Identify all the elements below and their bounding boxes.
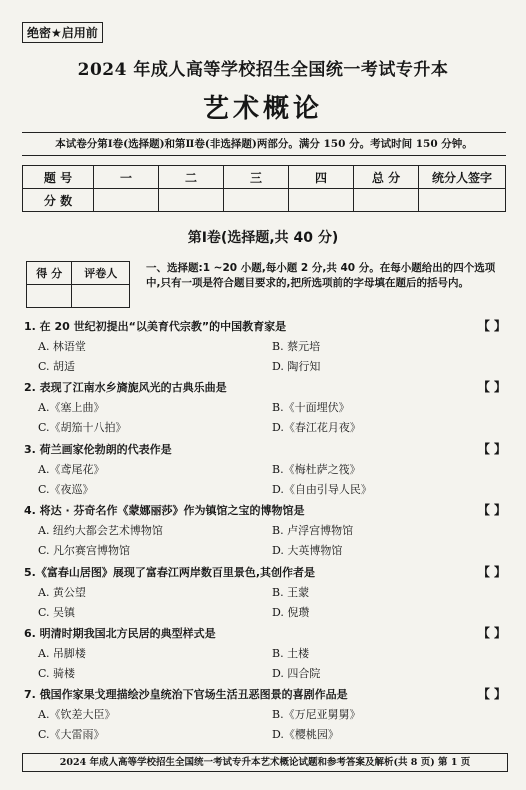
answer-bracket[interactable]: 【 】 <box>477 380 506 394</box>
option-d: D.《自由引导人民》 <box>272 483 372 496</box>
option-b: B. 卢浮宫博物馆 <box>272 524 354 537</box>
question-stem: 4. 将达 · 芬奇名作《蒙娜丽莎》作为镇馆之宝的博物馆是 <box>24 504 305 517</box>
option-d: D. 大英博物馆 <box>272 544 343 557</box>
answer-bracket[interactable]: 【 】 <box>477 626 506 640</box>
confidential-stamp: 绝密★启用前 <box>22 22 103 43</box>
section-instruction: 一、选择题:1 ~20 小题,每小题 2 分,共 40 分。在每小题给出的四个选项中,只有一项是符合题目要求的,把所选项前的字母填在题后的括号内。 <box>146 262 496 289</box>
part-title: 第Ⅰ卷(选择题,共 40 分) <box>187 230 339 246</box>
score-table-header: 一 <box>94 166 159 189</box>
score-cell[interactable] <box>159 189 224 212</box>
question-stem: 1. 在 20 世纪初提出“以美育代宗教”的中国教育家是 <box>24 320 287 333</box>
option-c: C.《胡笳十八拍》 <box>38 421 127 434</box>
grader-box <box>26 261 130 308</box>
exam-rules: 本试卷分第Ⅰ卷(选择题)和第Ⅱ卷(非选择题)两部分。满分 150 分。考试时间 150 分钟。 <box>22 132 506 156</box>
option-a: A.《钦差大臣》 <box>38 708 116 721</box>
score-table-header: 三 <box>224 166 289 189</box>
option-b: B. 蔡元培 <box>272 340 321 353</box>
option-c: C.《大雷雨》 <box>38 728 105 741</box>
score-cell[interactable] <box>289 189 354 212</box>
score-table-header: 四 <box>289 166 354 189</box>
question-stem: 7. 俄国作家果戈理描绘沙皇统治下官场生活丑恶图景的喜剧作品是 <box>24 688 348 701</box>
option-d: D.《樱桃园》 <box>272 728 339 741</box>
score-table-header: 二 <box>159 166 224 189</box>
question-stem: 3. 荷兰画家伦勃朗的代表作是 <box>24 443 172 456</box>
option-d: D.《春江花月夜》 <box>272 421 361 434</box>
option-d: D. 四合院 <box>272 667 321 680</box>
score-row-label: 分 数 <box>23 189 94 212</box>
score-table-header: 统分人签字 <box>419 166 506 189</box>
page-footer: 2024 年成人高等学校招生全国统一考试专升本艺术概论试题和参考答案及解析(共 8 页) 第 1 页 <box>22 753 508 772</box>
option-a: A.《鸢尾花》 <box>38 463 105 476</box>
grader-reviewer-label: 评卷人 <box>72 262 130 285</box>
option-c: C.《夜巡》 <box>38 483 94 496</box>
option-c: C. 骑楼 <box>38 667 76 680</box>
answer-bracket[interactable]: 【 】 <box>477 442 506 456</box>
grader-score-cell[interactable] <box>27 285 72 308</box>
option-b: B.《万尼亚舅舅》 <box>272 708 361 721</box>
option-b: B. 土楼 <box>272 647 310 660</box>
grader-score-label: 得 分 <box>27 262 72 285</box>
score-cell[interactable] <box>94 189 159 212</box>
question-stem: 6. 明清时期我国北方民居的典型样式是 <box>24 627 216 640</box>
score-table <box>22 165 506 212</box>
option-a: A.《塞上曲》 <box>38 401 105 414</box>
option-b: B. 王蒙 <box>272 586 310 599</box>
score-cell[interactable] <box>224 189 289 212</box>
option-c: C. 吴镇 <box>38 606 76 619</box>
answer-bracket[interactable]: 【 】 <box>477 687 506 701</box>
exam-title: 2024 年成人高等学校招生全国统一考试专升本 <box>77 60 449 80</box>
option-c: C. 胡适 <box>38 360 76 373</box>
option-c: C. 凡尔赛宫博物馆 <box>38 544 131 557</box>
option-b: B.《梅杜萨之筏》 <box>272 463 361 476</box>
score-table-score-row <box>23 189 506 212</box>
question-stem: 5.《富春山居图》展现了富春江两岸数百里景色,其创作者是 <box>24 566 316 579</box>
score-table-header: 题 号 <box>23 166 94 189</box>
answer-bracket[interactable]: 【 】 <box>477 565 506 579</box>
score-cell[interactable] <box>419 189 506 212</box>
question-stem: 2. 表现了江南水乡旖旎风光的古典乐曲是 <box>24 381 227 394</box>
answer-bracket[interactable]: 【 】 <box>477 503 506 517</box>
option-a: A. 林语堂 <box>38 340 86 353</box>
subject-title: 艺术概论 <box>202 94 323 124</box>
score-table-header: 总 分 <box>354 166 419 189</box>
option-d: D. 陶行知 <box>272 360 321 373</box>
score-cell[interactable] <box>354 189 419 212</box>
grader-reviewer-cell[interactable] <box>72 285 130 308</box>
score-table-header-row <box>23 166 506 189</box>
option-a: A. 纽约大都会艺术博物馆 <box>38 524 163 537</box>
option-a: A. 吊脚楼 <box>38 647 86 660</box>
option-a: A. 黄公望 <box>38 586 86 599</box>
option-b: B.《十面埋伏》 <box>272 401 350 414</box>
option-d: D. 倪瓒 <box>272 606 310 619</box>
answer-bracket[interactable]: 【 】 <box>477 319 506 333</box>
